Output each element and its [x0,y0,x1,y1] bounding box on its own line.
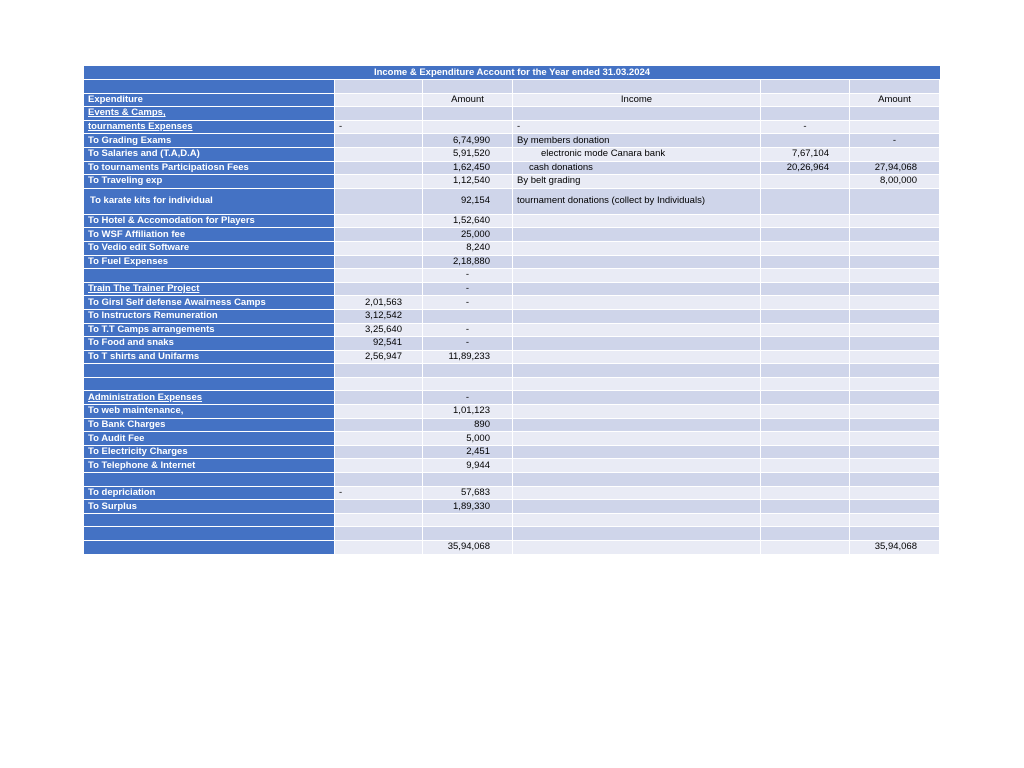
cell-c5[interactable] [761,541,850,555]
cell-c5[interactable] [761,446,850,460]
cell-c6[interactable] [850,283,940,297]
cell-c4[interactable] [513,432,761,446]
cell-c6[interactable] [850,364,940,378]
table-row [84,269,940,283]
cell-c4[interactable] [513,378,761,392]
cell-c4[interactable] [513,500,761,514]
cell-c1[interactable]: Administration Expenses [84,391,335,405]
cell-c2[interactable] [335,148,423,162]
amount-header-2[interactable]: Amount [850,94,940,108]
cell-c1[interactable]: To karate kits for individual [84,189,335,215]
cell-c4[interactable]: electronic mode Canara bank [513,148,761,162]
cell-c1[interactable]: To Traveling exp [84,175,335,189]
cell-c1[interactable]: To depriciation [84,487,335,501]
cell-c3[interactable]: 1,89,330 [423,500,513,514]
cell-c1[interactable]: Train The Trainer Project [84,283,335,297]
cell-c3[interactable] [423,107,513,121]
table-row [84,527,940,541]
cell-c6[interactable] [850,351,940,365]
cell-c4[interactable]: tournament donations (collect by Individuals) [513,189,761,215]
income-expenditure-sheet [84,66,940,555]
amount-header[interactable]: Amount [423,94,513,108]
cell-c2[interactable] [335,514,423,528]
table-row [84,215,940,229]
cell-c2[interactable] [335,527,423,541]
cell[interactable] [761,80,850,94]
table-row [84,432,940,446]
cell-c2[interactable]: 2,56,947 [335,351,423,365]
cell-c3[interactable]: 1,62,450 [423,162,513,176]
cell-c6[interactable]: 35,94,068 [850,541,940,555]
table-row [84,162,940,176]
table-row [84,514,940,528]
cell-c6[interactable] [850,148,940,162]
cell-c2[interactable] [335,378,423,392]
table-row [84,337,940,351]
cell-c4[interactable] [513,215,761,229]
cell-c2[interactable] [335,541,423,555]
cell-c1[interactable]: To T shirts and Unifarms [84,351,335,365]
cell-c2[interactable] [335,107,423,121]
cell-c3[interactable]: 92,154 [423,189,513,215]
cell-c6[interactable] [850,473,940,487]
cell-c4[interactable] [513,107,761,121]
cell-c2[interactable] [335,446,423,460]
cell-c1[interactable]: To T.T Camps arrangements [84,324,335,338]
cell-c6[interactable] [850,324,940,338]
cell-c5[interactable] [761,364,850,378]
cell[interactable] [513,80,761,94]
cell-c3[interactable]: - [423,337,513,351]
cell-c3[interactable] [423,310,513,324]
cell-c5[interactable]: - [761,121,850,135]
cell-c3[interactable]: 1,52,640 [423,215,513,229]
cell-c2[interactable] [335,500,423,514]
cell-c6[interactable] [850,500,940,514]
cell-c2[interactable] [335,162,423,176]
cell-c1[interactable] [84,364,335,378]
cell-c1[interactable]: To Bank Charges [84,419,335,433]
cell-c6[interactable] [850,432,940,446]
cell-c5[interactable] [761,500,850,514]
cell-c1[interactable]: To Telephone & Internet [84,459,335,473]
cell-c4[interactable]: By belt grading [513,175,761,189]
cell-c6[interactable] [850,378,940,392]
cell-c2[interactable] [335,283,423,297]
cell-c3[interactable] [423,473,513,487]
cell-c5[interactable] [761,134,850,148]
cell-c1[interactable]: To Surplus [84,500,335,514]
table-row [84,256,940,270]
cell-c2[interactable] [335,189,423,215]
cell-c4[interactable] [513,514,761,528]
cell-c1[interactable]: To Hotel & Accomodation for Players [84,215,335,229]
table-row [84,500,940,514]
cell-c6[interactable] [850,514,940,528]
cell-c1[interactable] [84,269,335,283]
cell-c6[interactable] [850,405,940,419]
cell-c1[interactable]: To Audit Fee [84,432,335,446]
cell-c6[interactable] [850,228,940,242]
cell-c2[interactable] [335,242,423,256]
cell-c2[interactable] [335,256,423,270]
cell-c5[interactable] [761,337,850,351]
cell[interactable] [335,94,423,108]
spacer-row [84,80,940,94]
cell-c5[interactable] [761,473,850,487]
table-row [84,446,940,460]
cell-c3[interactable] [423,514,513,528]
cell-c2[interactable] [335,405,423,419]
cell-c2[interactable]: 3,12,542 [335,310,423,324]
cell-c3[interactable] [423,527,513,541]
cell-c5[interactable] [761,310,850,324]
cell-c5[interactable] [761,175,850,189]
cell-c1[interactable]: Events & Camps, [84,107,335,121]
cell-c4[interactable]: cash donations [513,162,761,176]
cell-c1[interactable]: To Girsl Self defense Awairness Camps [84,296,335,310]
table-row [84,310,940,324]
cell-c1[interactable]: tournaments Expenses [84,121,335,135]
cell-c6[interactable] [850,107,940,121]
table-row [84,541,940,555]
cell-c5[interactable] [761,189,850,215]
cell-c6[interactable] [850,296,940,310]
cell-c3[interactable]: 890 [423,419,513,433]
cell-c2[interactable] [335,391,423,405]
cell-c1[interactable]: To Food and snaks [84,337,335,351]
cell-c2[interactable]: 3,25,640 [335,324,423,338]
table-row [84,189,940,215]
table-row [84,228,940,242]
cell-c3[interactable]: 25,000 [423,228,513,242]
cell-c3[interactable]: - [423,269,513,283]
cell-c2[interactable] [335,269,423,283]
cell-c3[interactable]: 5,91,520 [423,148,513,162]
expenditure-header[interactable]: Expenditure [84,94,335,108]
cell-c1[interactable]: To web maintenance, [84,405,335,419]
cell-c4[interactable] [513,473,761,487]
cell-c3[interactable]: 5,000 [423,432,513,446]
cell[interactable] [84,80,335,94]
cell-c6[interactable] [850,337,940,351]
cell-c2[interactable] [335,459,423,473]
cell-c2[interactable] [335,215,423,229]
cell-c1[interactable]: To WSF Affiliation fee [84,228,335,242]
cell-c3[interactable] [423,378,513,392]
cell-c3[interactable] [423,121,513,135]
cell-c6[interactable]: 27,94,068 [850,162,940,176]
cell-c4[interactable] [513,405,761,419]
cell-c4[interactable] [513,446,761,460]
cell-c3[interactable]: - [423,391,513,405]
cell[interactable] [335,80,423,94]
account-table [84,80,940,555]
cell-c5[interactable] [761,228,850,242]
cell-c6[interactable]: 8,00,000 [850,175,940,189]
cell-c5[interactable] [761,459,850,473]
cell-c6[interactable] [850,189,940,215]
cell-c6[interactable] [850,269,940,283]
cell-c5[interactable] [761,215,850,229]
cell-c6[interactable] [850,215,940,229]
cell-c2[interactable] [335,364,423,378]
cell[interactable] [850,80,940,94]
cell-c1[interactable] [84,514,335,528]
cell-c3[interactable]: 2,18,880 [423,256,513,270]
cell-c1[interactable] [84,527,335,541]
cell-c4[interactable] [513,228,761,242]
cell-c5[interactable] [761,242,850,256]
cell-c4[interactable] [513,419,761,433]
cell-c2[interactable] [335,473,423,487]
cell-c1[interactable]: To Fuel Expenses [84,256,335,270]
table-row [84,242,940,256]
cell[interactable] [423,80,513,94]
cell-c5[interactable] [761,432,850,446]
cell-c3[interactable]: 35,94,068 [423,541,513,555]
cell-c4[interactable] [513,364,761,378]
cell-c1[interactable]: To Grading Exams [84,134,335,148]
cell-c6[interactable] [850,446,940,460]
cell-c3[interactable]: - [423,324,513,338]
cell-c5[interactable] [761,419,850,433]
cell-c6[interactable] [850,419,940,433]
cell-c2[interactable] [335,419,423,433]
cell-c3[interactable]: 2,451 [423,446,513,460]
cell-c5[interactable] [761,391,850,405]
table-row [84,121,940,135]
cell-c1[interactable]: To tournaments Participatiosn Fees [84,162,335,176]
table-row [84,134,940,148]
cell-c5[interactable] [761,405,850,419]
cell-c3[interactable]: 11,89,233 [423,351,513,365]
table-row [84,473,940,487]
cell-c5[interactable] [761,487,850,501]
cell-c4[interactable] [513,296,761,310]
cell-c5[interactable] [761,378,850,392]
cell-c4[interactable]: By members donation [513,134,761,148]
cell-c4[interactable] [513,351,761,365]
cell-c5[interactable] [761,107,850,121]
cell-c4[interactable] [513,283,761,297]
cell-c4[interactable] [513,269,761,283]
cell[interactable] [761,94,850,108]
cell-c3[interactable]: 8,240 [423,242,513,256]
cell-c5[interactable]: 7,67,104 [761,148,850,162]
table-row [84,283,940,297]
cell-c4[interactable] [513,541,761,555]
cell-c4[interactable] [513,256,761,270]
cell-c6[interactable] [850,487,940,501]
table-row [84,419,940,433]
cell-c4[interactable] [513,242,761,256]
cell-c3[interactable]: 6,74,990 [423,134,513,148]
table-row [84,364,940,378]
cell-c3[interactable]: 9,944 [423,459,513,473]
table-row [84,487,940,501]
cell-c6[interactable]: - [850,134,940,148]
cell-c1[interactable]: To Vedio edit Software [84,242,335,256]
cell-c2[interactable]: 92,541 [335,337,423,351]
table-row [84,405,940,419]
table-row [84,107,940,121]
cell-c6[interactable] [850,459,940,473]
cell-c2[interactable]: 2,01,563 [335,296,423,310]
cell-c2[interactable] [335,432,423,446]
cell-c4[interactable]: - [513,121,761,135]
cell-c1[interactable]: To Instructors Remuneration [84,310,335,324]
cell-c6[interactable] [850,121,940,135]
cell-c5[interactable] [761,514,850,528]
cell-c6[interactable] [850,310,940,324]
cell-c5[interactable] [761,351,850,365]
cell-c5[interactable]: 20,26,964 [761,162,850,176]
table-row [84,324,940,338]
cell-c1[interactable] [84,541,335,555]
cell-c3[interactable]: 1,01,123 [423,405,513,419]
table-row [84,175,940,189]
cell-c5[interactable] [761,269,850,283]
header-row [84,94,940,108]
cell-c4[interactable] [513,310,761,324]
cell-c1[interactable]: To Salaries and (T.A,D.A) [84,148,335,162]
cell-c1[interactable]: To Electricity Charges [84,446,335,460]
table-row [84,148,940,162]
cell-c2[interactable] [335,134,423,148]
cell-c5[interactable] [761,283,850,297]
cell-c3[interactable]: - [423,296,513,310]
cell-c3[interactable]: - [423,283,513,297]
sheet-title[interactable]: Income & Expenditure Account for the Year ended 31.03.2024 [84,66,940,79]
cell-c5[interactable] [761,324,850,338]
cell-c4[interactable] [513,337,761,351]
cell-c4[interactable] [513,324,761,338]
cell-c4[interactable] [513,487,761,501]
cell-c3[interactable]: 1,12,540 [423,175,513,189]
cell-c5[interactable] [761,296,850,310]
income-header[interactable]: Income [513,94,761,108]
table-row [84,296,940,310]
cell-c1[interactable] [84,378,335,392]
cell-c5[interactable] [761,256,850,270]
cell-c2[interactable] [335,175,423,189]
cell-c6[interactable] [850,391,940,405]
table-row [84,459,940,473]
cell-c5[interactable] [761,527,850,541]
table-row [84,351,940,365]
cell-c2[interactable] [335,228,423,242]
cell-c3[interactable] [423,364,513,378]
table-row [84,391,940,405]
cell-c1[interactable] [84,473,335,487]
cell-c6[interactable] [850,242,940,256]
cell-c4[interactable] [513,459,761,473]
cell-c2[interactable]: - [335,487,423,501]
cell-c4[interactable] [513,391,761,405]
cell-c6[interactable] [850,527,940,541]
table-row [84,378,940,392]
cell-c6[interactable] [850,256,940,270]
cell-c3[interactable]: 57,683 [423,487,513,501]
cell-c2[interactable]: - [335,121,423,135]
cell-c4[interactable] [513,527,761,541]
